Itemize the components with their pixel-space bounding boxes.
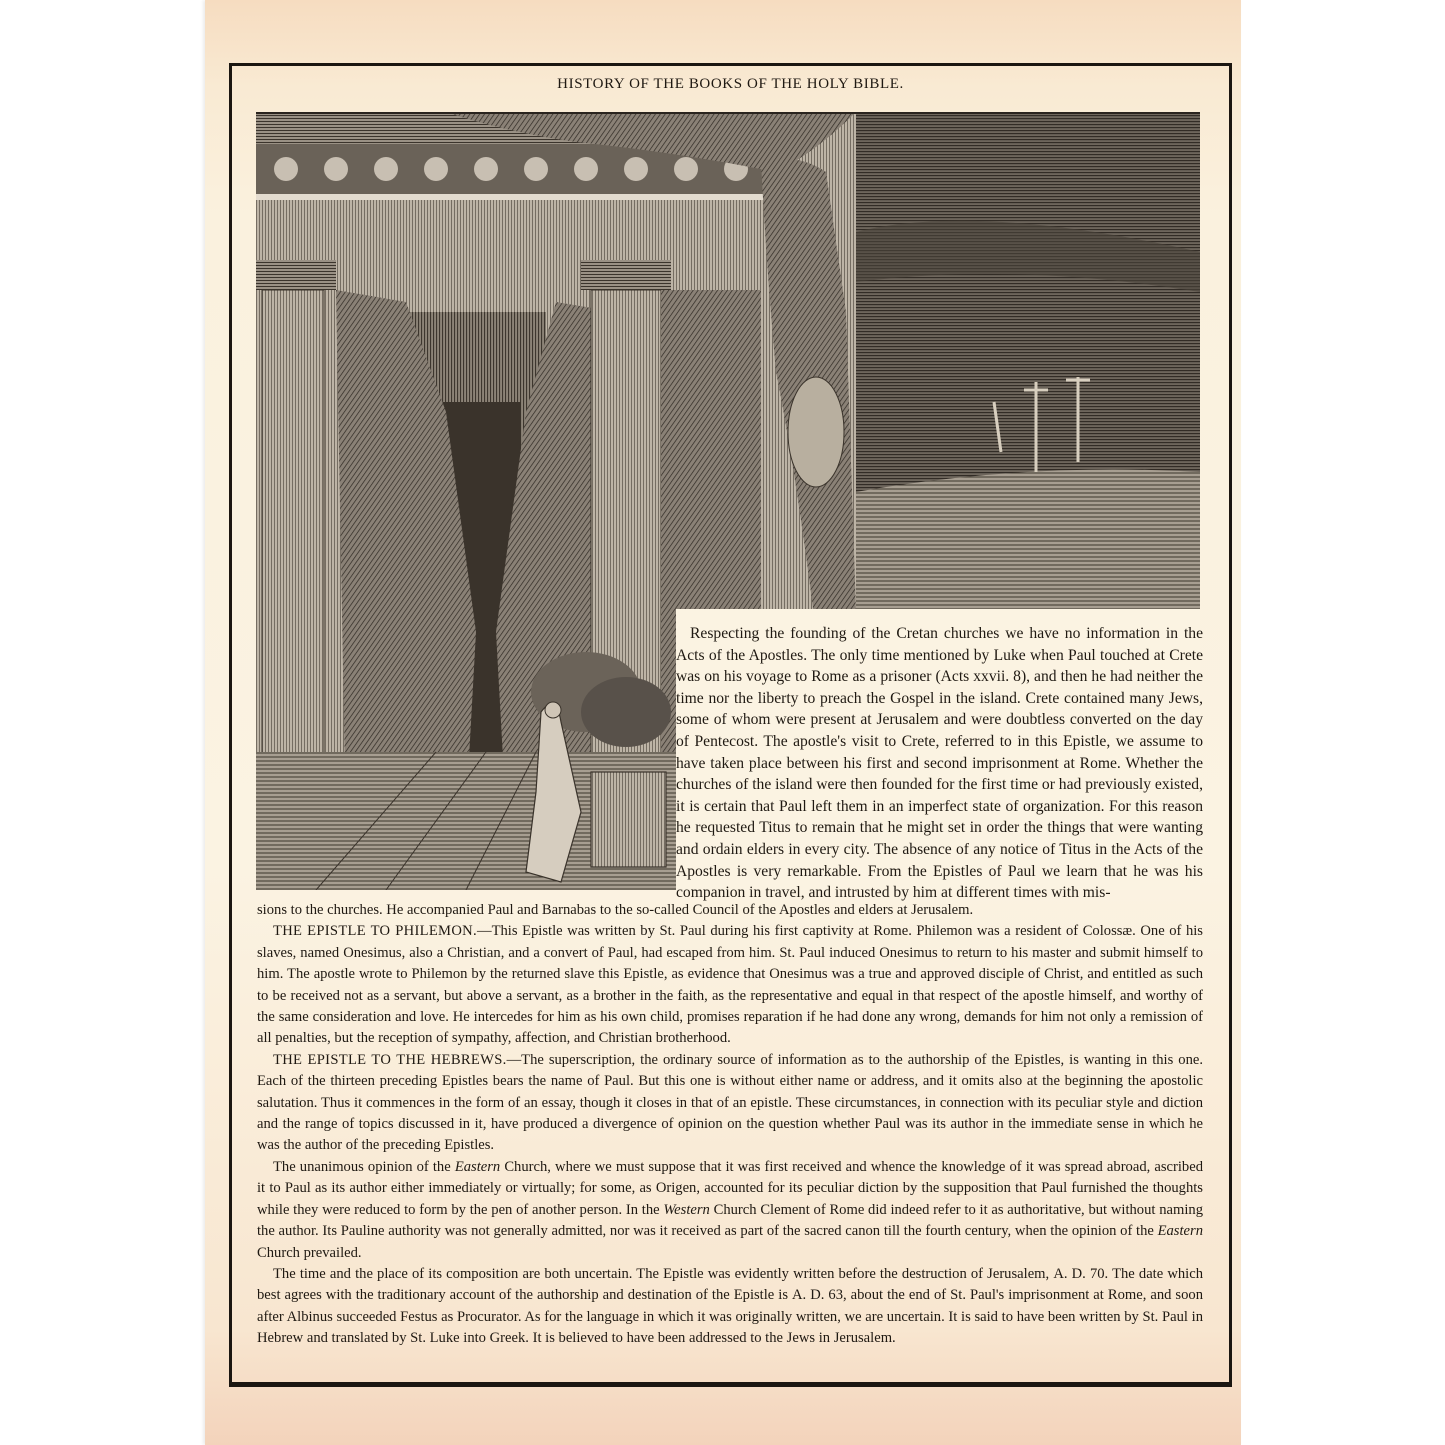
- hebrews-p3-text: 63, about the end of St. Paul's imprisonment at Rome, and soon after Albinus succeeded Festus as Procurator. As for the language in which it was originally written, we are uncertain. It is said to have been written by St. Paul in Hebrew and translated by St. Luke into Greek. It is believed to have been addressed to the Jews in Jerusalem.: [257, 1287, 1203, 1347]
- italic-eastern: Eastern: [454, 1158, 501, 1175]
- italic-eastern: Eastern: [1157, 1223, 1203, 1240]
- running-head: HISTORY OF THE BOOKS OF THE HOLY BIBLE.: [557, 76, 904, 92]
- hebrews-paragraph-1: [257, 1050, 1203, 1157]
- hebrews-paragraph-2: [257, 1157, 1203, 1264]
- titus-continuation-column: [676, 623, 1203, 904]
- hebrews-p2-text: Church Clement of Rome did indeed refer to it as authoritative, but without naming the author. Its Pauline authority was not generally admitted, nor was it received as part of the sacred canon till the fourth century, when the opinion of the: [257, 1201, 1203, 1240]
- hebrews-p1-body: —The superscription, the ordinary source of information as to the authorship of the Epistles, is wanting in this one. Each of the thirteen preceding Epistles bears the name of Paul. But this one is without either name or address, and it omits also at the beginning the apostolic salutation. Thus it commences in the form of an essay, though it closes in that of an epistle. These circumstances, in connection with its peculiar style and diction and the range of topics discussed in it, have produced a divergence of opinion on the question whether Paul was its author in the immediate sense in which he was the author of the preceding Epistles.: [257, 1051, 1203, 1154]
- italic-western: Western: [663, 1201, 710, 1218]
- cretan-churches-paragraph: Respecting the founding of the Cretan churches we have no information in the Acts of the Apostles. The only time mentioned by Luke when Paul touched at Crete was on his voyage to Rome as a prisoner (Acts xxvii. 8), and then he had neither the time nor the liberty to preach the Gospel in the island. Crete contained many Jews, some of whom were present at Jerusalem and were doubtless converted on the day of Pentecost. The apostle's visit to Crete, referred to in this Epistle, we assume to have taken place between his first and second imprisonment at Rome. Whether the churches of the island were then founded for the first time or had previously existed, it is certain that Paul left them in an imperfect state of organization. For this reason he requested Titus to remain that he might set in order the things that were wanting and ordain elders in every city. The absence of any notice of Titus in the Acts of the Apostles is very remarkable. From the Epistles of Paul we learn that he was his companion in travel, and intrusted by him at different times with mis-: [676, 625, 1203, 902]
- hebrews-p2-text: Church, where we must suppose that it was first received and whence the knowledge of it was spread abroad, ascribed it to Paul as its author either immediately or virtually; for some, as Origen, accounted for its peculiar diction by the supposition that Paul furnished the thoughts while they were reduced to form by the pen of another person. In the: [257, 1158, 1203, 1218]
- philemon-paragraph: [257, 921, 1203, 1049]
- hebrews-p3-text: The time and the place of its composition are both uncertain. The Epistle was evidently written before the destruction of Jerusalem,: [273, 1265, 1054, 1282]
- philemon-body: —This Epistle was written by St. Paul during his first captivity at Rome. Philemon was a resident of Colossæ. One of his slaves, named Onesimus, also a Christian, and a convert of Paul, had escaped from him. St. Paul induced Onesimus to return to his master and submit himself to him. The apostle wrote to Philemon by the returned slave this Epistle, as evidence that Onesimus was a true and approved disciple of Christ, and entitled as such to be received not as a servant, but above a servant, as a brother in the faith, as the representative and equal in that respect of the apostle himself, and worthy of the same consideration and love. He intercedes for him as his own child, promises reparation if he had done any wrong, demands for him not only a remission of all penalties, but the reception of sympathy, affection, and Christian brotherhood.: [257, 923, 1203, 1047]
- anno-domini: A. D.: [792, 1287, 825, 1304]
- titus-continuation-tail: sions to the churches. He accompanied Paul and Barnabas to the so-called Council of the Apostles and elders at Jerusalem.: [257, 902, 974, 918]
- hebrews-heading: THE EPISTLE TO THE HEBREWS.: [273, 1051, 507, 1068]
- hebrews-p2-text: Church prevailed.: [257, 1244, 362, 1261]
- hebrews-p2-text: The unanimous opinion of the: [273, 1158, 455, 1175]
- body-text-full-width: [257, 900, 1203, 1350]
- philemon-heading: THE EPISTLE TO PHILEMON.: [273, 923, 477, 940]
- anno-domini: A. D.: [1053, 1265, 1086, 1282]
- hebrews-paragraph-3: [257, 1264, 1203, 1350]
- hebrews-p3-text: 70. The date which best agrees with the traditionary account of the authorship and destination of the Epistle is: [257, 1265, 1203, 1304]
